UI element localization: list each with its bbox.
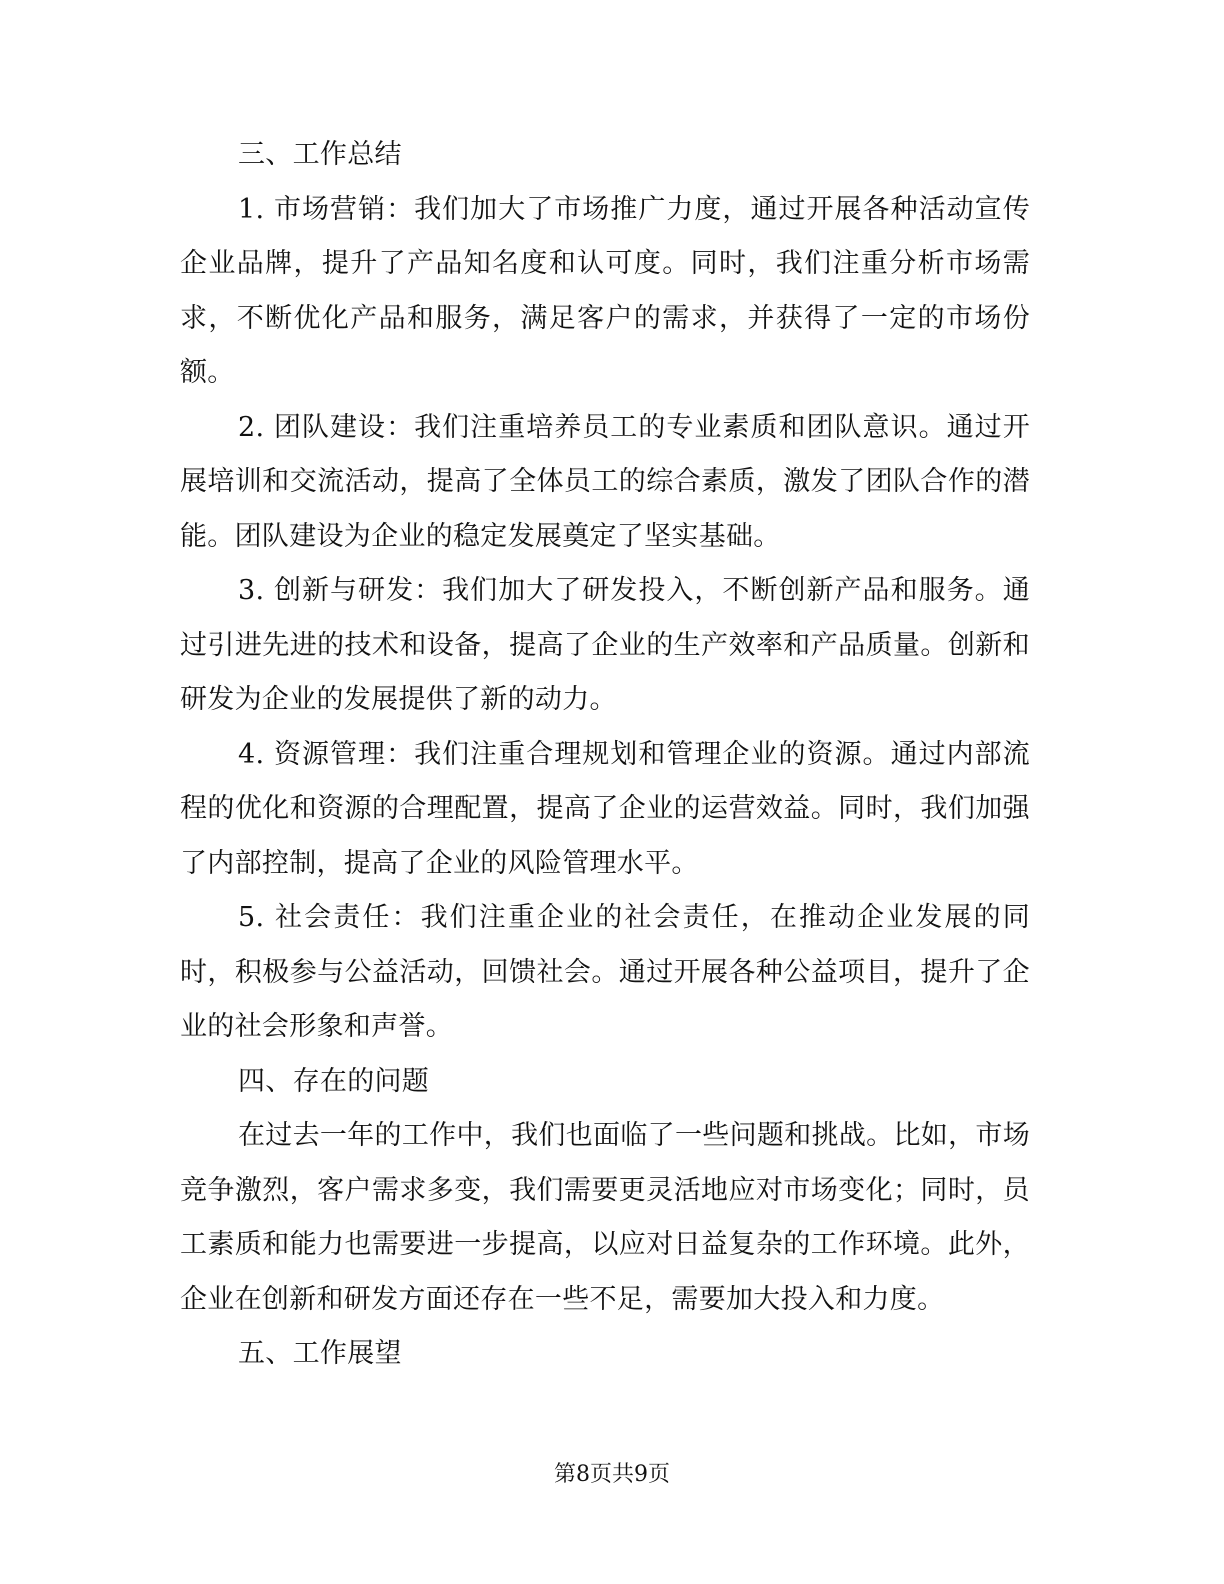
- summary-item-resource-management: 4. 资源管理：我们注重合理规划和管理企业的资源。通过内部流程的优化和资源的合理配置，提高了企业的运营效益。同时，我们加强了内部控制，提高了企业的风险管理水平。: [180, 738, 1030, 879]
- section-heading-problems: 四、存在的问题: [238, 1065, 430, 1097]
- section-heading-outlook: 五、工作展望: [238, 1338, 402, 1369]
- summary-item-innovation: 3. 创新与研发：我们加大了研发投入，不断创新产品和服务。通过引进先进的技术和设备，提高了企业的生产效率和产品质量。创新和研发为企业的发展提供了新的动力。: [180, 575, 1030, 715]
- summary-item-social-responsibility: 5. 社会责任：我们注重企业的社会责任，在推动企业发展的同时，积极参与公益活动，回馈社会。通过开展各种公益项目，提升了企业的社会形象和声誉。: [180, 902, 1030, 1042]
- page-number: 第8页共9页: [554, 1462, 670, 1487]
- summary-item-marketing: 1. 市场营销：我们加大了市场推广力度，通过开展各种活动宣传企业品牌，提升了产品知名度和认可度。同时，我们注重分析市场需求，不断优化产品和服务，满足客户的需求，并获得了一定的市场份额。: [180, 193, 1030, 388]
- summary-item-team-building: 2. 团队建设：我们注重培养员工的专业素质和团队意识。通过开展培训和交流活动，提高了全体员工的综合素质，激发了团队合作的潜能。团队建设为企业的稳定发展奠定了坚实基础。: [180, 411, 1030, 552]
- problems-paragraph: 在过去一年的工作中，我们也面临了一些问题和挑战。比如，市场竞争激烈，客户需求多变，我们需要更灵活地应对市场变化；同时，员工素质和能力也需要进一步提高，以应对日益复杂的工作环境。此外，企业在创新和研发方面还存在一些不足，需要加大投入和力度。: [180, 1120, 1030, 1315]
- section-heading-work-summary: 三、工作总结: [238, 139, 402, 170]
- document-body: [180, 128, 1030, 1382]
